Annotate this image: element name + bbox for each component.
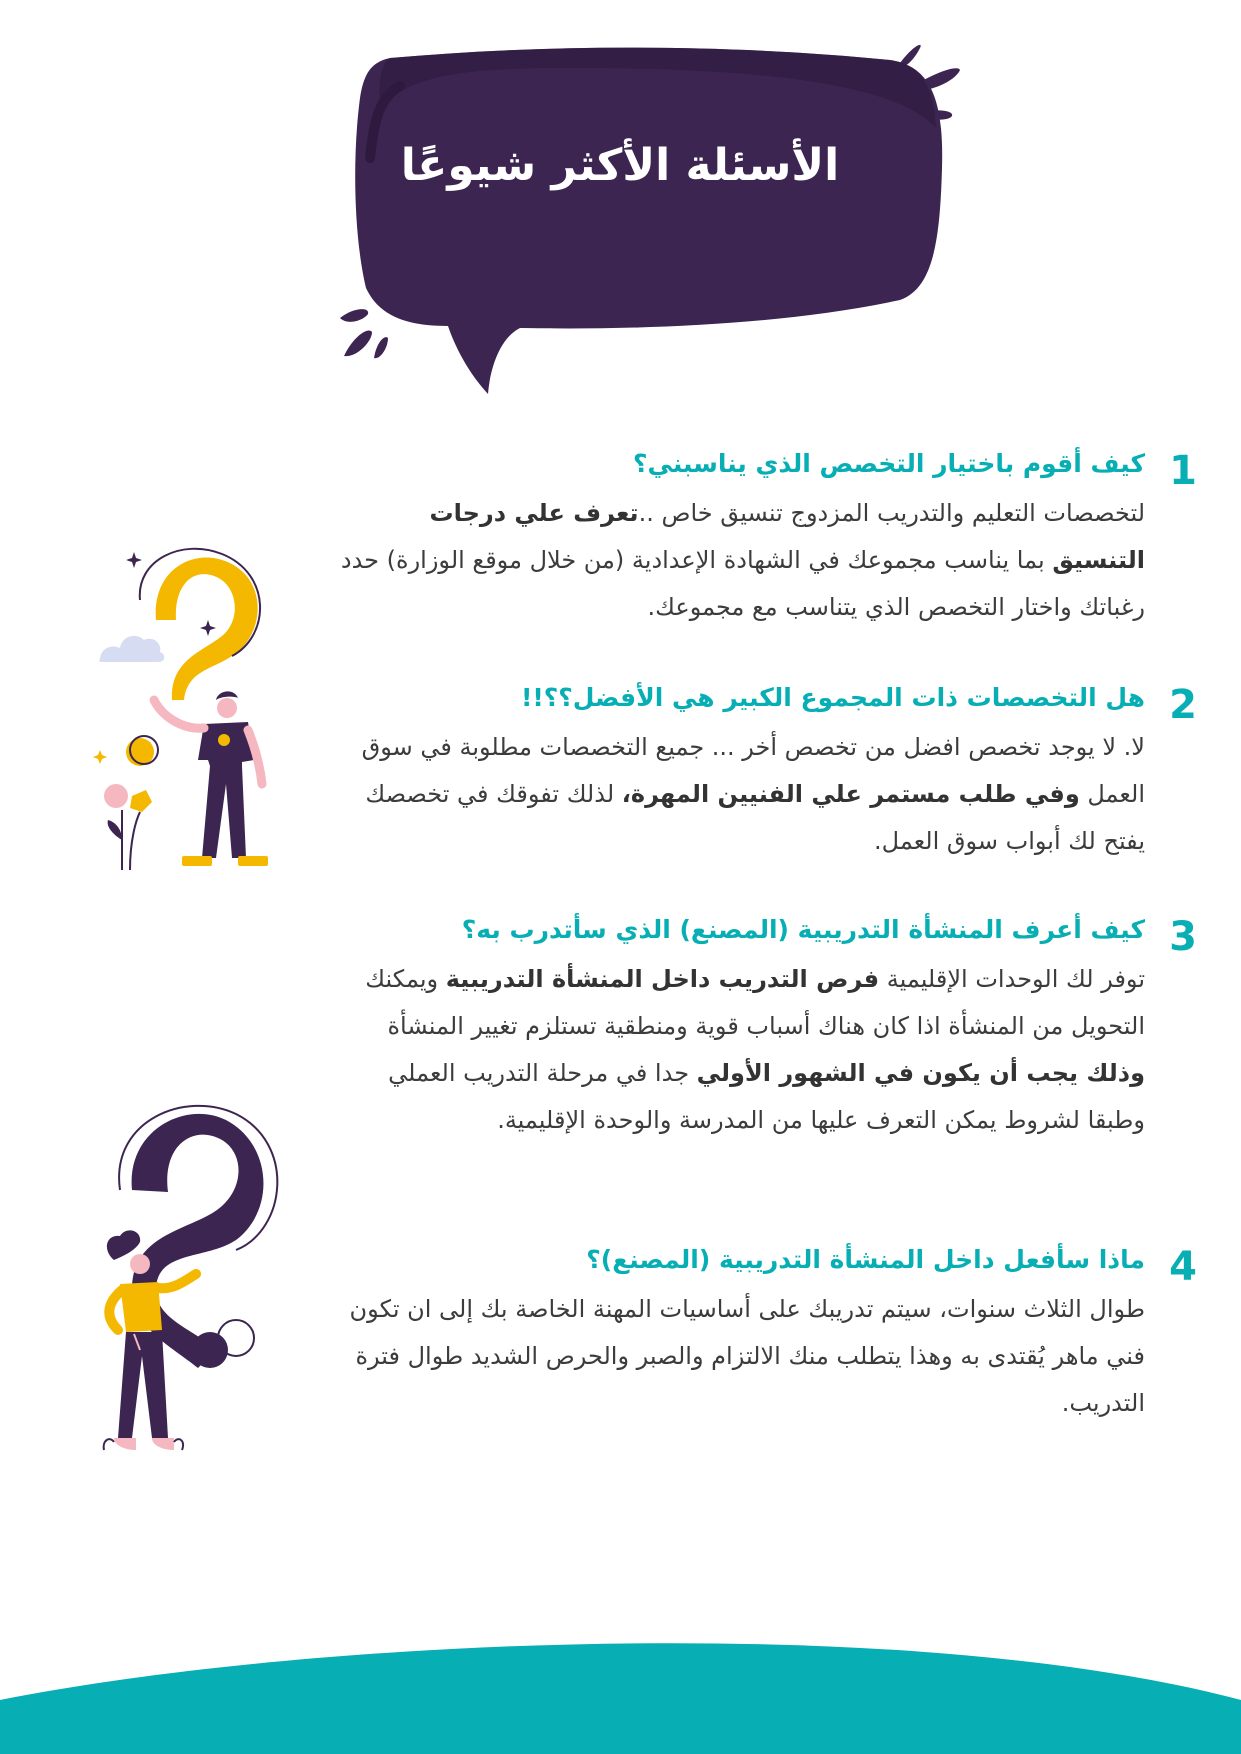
faq-number-1: 1 (1169, 448, 1197, 494)
speech-bubble-header (330, 38, 970, 398)
faq-answer: طوال الثلاث سنوات، سيتم تدريبك على أساسيات المهنة الخاصة بك إلى ان تكون فني ماهر يُقتدى به وهذا يتطلب منك الالتزام والصبر والحرص الشديد طوال فترة التدريب. (349, 1295, 1145, 1417)
faq-question: هل التخصصات ذات المجموع الكبير هي الأفضل؟؟!! (521, 683, 1145, 712)
faq-question: ماذا سأفعل داخل المنشأة التدريبية (المصنع)؟ (586, 1245, 1145, 1274)
faq-question: كيف أقوم باختيار التخصص الذي يناسبني؟ (633, 449, 1145, 478)
woman-question-mark-illustration (96, 1100, 286, 1455)
footer-wave (0, 1620, 1241, 1754)
faq-item-1 (330, 442, 1145, 631)
faq-item-3 (330, 908, 1145, 1144)
faq-number-3: 3 (1169, 914, 1197, 960)
faq-answer: لا. لا يوجد تخصص افضل من تخصص أخر ... جميع التخصصات مطلوبة في سوق العمل وفي طلب مستمر علي الفنيين المهرة، لذلك تفوقك في تخصصك يفتح لك أبواب سوق العمل. (361, 733, 1145, 855)
faq-answer: توفر لك الوحدات الإقليمية فرص التدريب داخل المنشأة التدريبية ويمكنك التحويل من المنشأة اذا كان هناك أسباب قوية ومنطقية تستلزم تغيير المنشأة وذلك يجب أن يكون في الشهور الأولي جدا في مرحلة التدريب العملي وطبقا لشروط يمكن التعرف عليها من المدرسة والوحدة الإقليمية. (365, 965, 1145, 1134)
faq-number-4: 4 (1169, 1244, 1197, 1290)
faq-number-2: 2 (1169, 682, 1197, 728)
page-title: الأسئلة الأكثر شيوعًا (400, 140, 840, 191)
faq-answer: لتخصصات التعليم والتدريب المزدوج تنسيق خاص ..تعرف علي درجات التنسيق بما يناسب مجموعك في الشهادة الإعدادية (من خلال موقع الوزارة) حدد رغباتك واختار التخصص الذي يتناسب مع مجموعك. (340, 499, 1145, 621)
faq-item-2 (330, 676, 1145, 865)
faq-question: كيف أعرف المنشأة التدريبية (المصنع) الذي سأتدرب به؟ (461, 915, 1145, 944)
faq-item-4 (330, 1238, 1145, 1427)
man-question-mark-illustration (92, 540, 292, 875)
